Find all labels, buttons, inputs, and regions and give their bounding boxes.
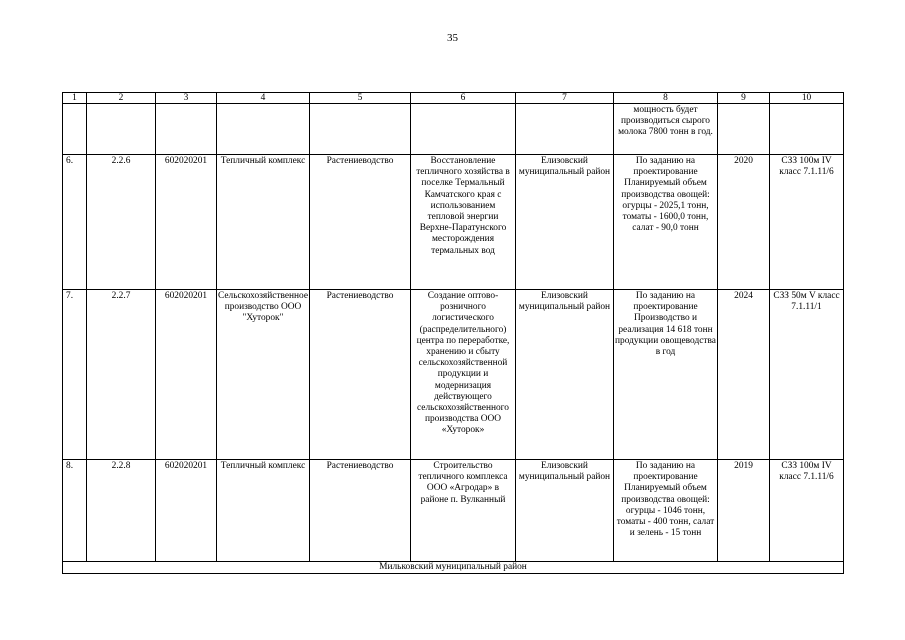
column-number: 3 xyxy=(156,93,217,104)
code-cell: 2.2.6 xyxy=(87,155,156,290)
district-heading-row xyxy=(63,562,844,574)
description-cell: Восстановление тепличного хозяйства в поселке Термальный Камчатского края с использованием тепловой энергии Верхне-Паратунского месторождения термальных вод xyxy=(411,155,516,290)
table-row xyxy=(63,290,844,460)
capacity-cell: мощность будет производиться сырого молока 7800 тонн в год. xyxy=(614,104,718,155)
column-number: 10 xyxy=(770,93,844,104)
year-cell: 2024 xyxy=(718,290,770,460)
row-number-cell: 8. xyxy=(63,460,87,562)
district-cell: Елизовский муниципальный район xyxy=(516,155,614,290)
column-number: 5 xyxy=(310,93,411,104)
capacity-cell: По заданию на проектирование Планируемый объем производства овощей: огурцы - 2025,1 тонн, томаты - 1600,0 тонн, салат - 90,0 тонн xyxy=(614,155,718,290)
table-row xyxy=(63,155,844,290)
name-cell: Тепличный комплекс xyxy=(217,460,310,562)
branch-cell: Растениеводство xyxy=(310,290,411,460)
row-number-cell: 6. xyxy=(63,155,87,290)
year-cell: 2019 xyxy=(718,460,770,562)
branch-cell: Растениеводство xyxy=(310,155,411,290)
code-cell: 2.2.7 xyxy=(87,290,156,460)
okved-cell: 602020201 xyxy=(156,460,217,562)
okved-cell: 602020201 xyxy=(156,155,217,290)
zone-cell: СЗЗ 50м V класс 7.1.11/1 xyxy=(770,290,844,460)
page-number: 35 xyxy=(447,32,458,44)
name-cell: Тепличный комплекс xyxy=(217,155,310,290)
column-number: 4 xyxy=(217,93,310,104)
column-number: 8 xyxy=(614,93,718,104)
column-number-row xyxy=(63,93,844,104)
facilities-table xyxy=(62,92,844,574)
column-number: 6 xyxy=(411,93,516,104)
branch-cell: Растениеводство xyxy=(310,460,411,562)
column-number: 2 xyxy=(87,93,156,104)
table-row xyxy=(63,460,844,562)
district-cell: Елизовский муниципальный район xyxy=(516,460,614,562)
column-number: 9 xyxy=(718,93,770,104)
okved-cell: 602020201 xyxy=(156,290,217,460)
table-row xyxy=(63,104,844,155)
capacity-cell: По заданию на проектирование Планируемый объем производства овощей: огурцы - 1046 тонн, томаты - 400 тонн, салат и зелень - 15 тонн xyxy=(614,460,718,562)
description-cell: Строительство тепличного комплекса ООО «Агродар» в районе п. Вулканный xyxy=(411,460,516,562)
description-cell: Создание оптово-розничного логистического (распределительного) центра по переработке, хранению и сбыту сельскохозяйственной продукции и модернизация действующего сельскохозяйственного производства ООО «Хуторок» xyxy=(411,290,516,460)
zone-cell: СЗЗ 100м IV класс 7.1.11/6 xyxy=(770,460,844,562)
row-number-cell: 7. xyxy=(63,290,87,460)
name-cell: Сельскохозяйственное производство ООО "Хуторок" xyxy=(217,290,310,460)
code-cell: 2.2.8 xyxy=(87,460,156,562)
district-heading: Мильковский муниципальный район xyxy=(63,562,844,574)
column-number: 1 xyxy=(63,93,87,104)
column-number: 7 xyxy=(516,93,614,104)
district-cell: Елизовский муниципальный район xyxy=(516,290,614,460)
year-cell: 2020 xyxy=(718,155,770,290)
capacity-cell: По заданию на проектирование Производство и реализация 14 618 тонн продукции овощеводства в год xyxy=(614,290,718,460)
zone-cell: СЗЗ 100м IV класс 7.1.11/6 xyxy=(770,155,844,290)
